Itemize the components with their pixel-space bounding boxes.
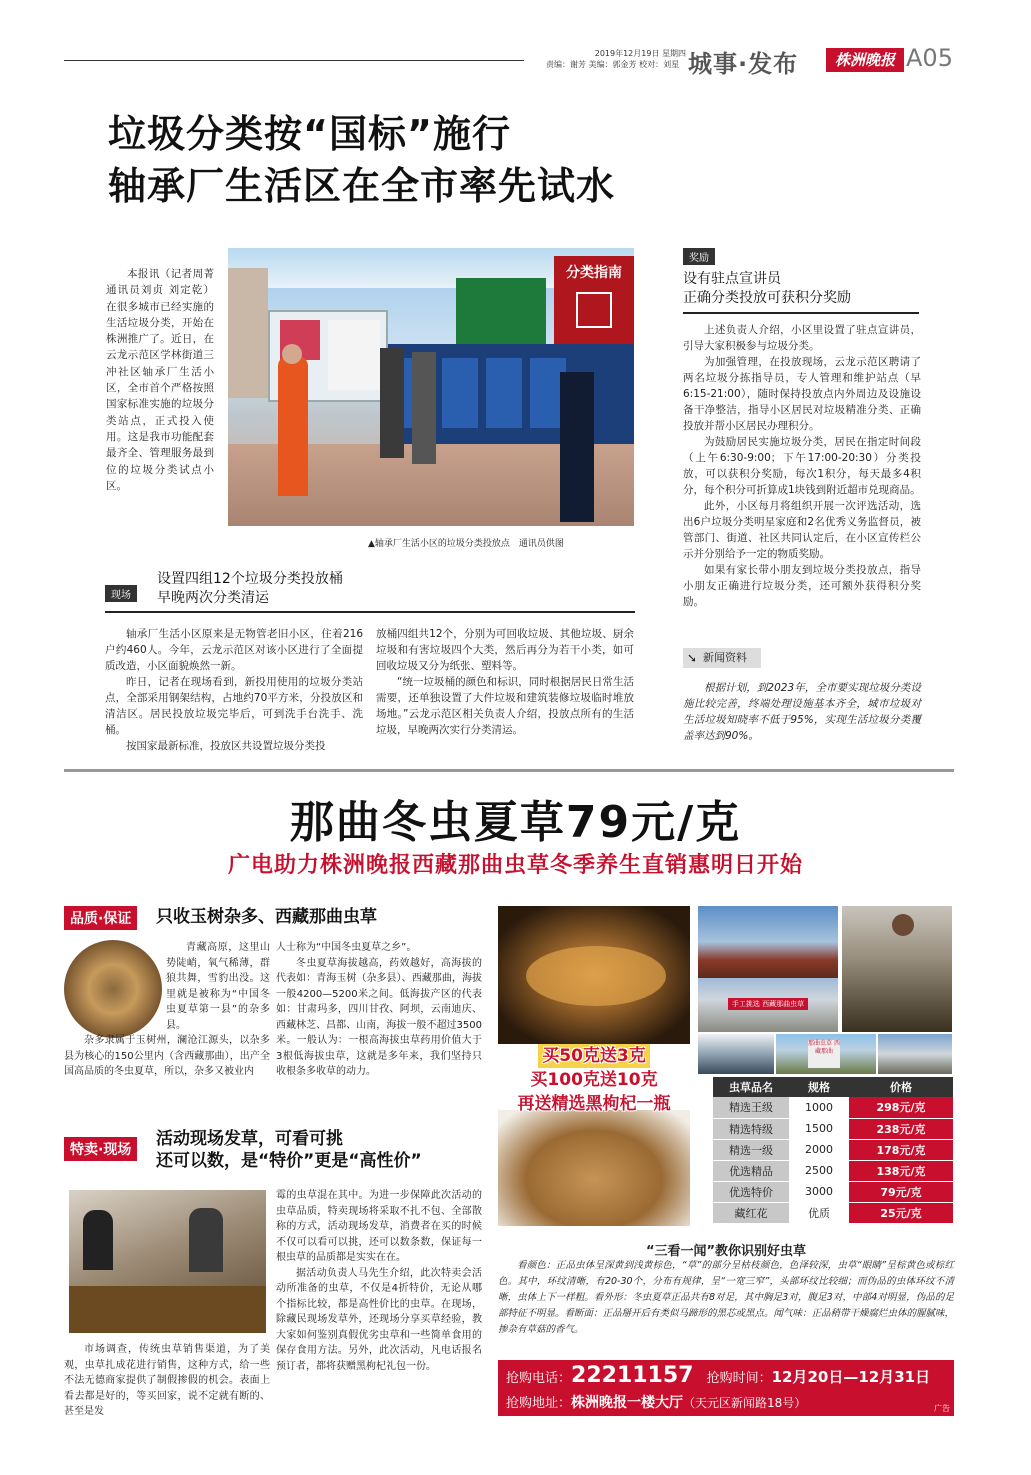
photo-snow-valley bbox=[698, 1034, 774, 1074]
photo-stone-monument bbox=[878, 1034, 952, 1074]
headline-line-1: 垃圾分类按“国标”施行 bbox=[108, 112, 511, 156]
price-value: 298元/克 bbox=[849, 1097, 953, 1118]
section1-subhead-2: 早晚两次分类清运 bbox=[157, 590, 269, 606]
addr-label: 抢购地址： bbox=[506, 1396, 572, 1411]
promo-line-3: 再送精选黑枸杞一瓶 bbox=[517, 1094, 671, 1114]
block2-p3: 据活动负责人马先生介绍，此次特卖会活动所准备的虫草，不仅是4折特价，无论从哪个指标比较，都是高性价比的虫草。在现场，除藏民现场发草外，还现场分享买草经验，教大家如何鉴别真假优劣虫草和一些简单食用的保存食用方法。另外，此次活动，凡电话报名预订者，都将获赠黑枸杞礼包一份。 bbox=[276, 1267, 482, 1372]
price-spec: 2500 bbox=[789, 1160, 849, 1181]
price-name: 精选特级 bbox=[713, 1118, 789, 1139]
price-value: 25元/克 bbox=[849, 1202, 953, 1223]
block2-p1: 市场调查，传统虫草销售渠道，为了美观，虫草扎成花进行销售，这种方式，给一些不法无德商家提供了制假掺假的机会。表面上看去都是好的，等买回家，说不定就有断的、甚至是发 bbox=[64, 1344, 270, 1417]
price-name: 精选王级 bbox=[713, 1097, 789, 1118]
section2-p1: 上述负责人介绍，小区里设置了驻点宣讲员，引导大家积极参与垃圾分类。 bbox=[683, 324, 921, 352]
tag-quality: 品质·保证 bbox=[64, 906, 137, 930]
price-table bbox=[713, 1077, 953, 1224]
ad-mark: 广告 bbox=[934, 1404, 950, 1413]
block1-col2 bbox=[276, 940, 482, 1080]
article-lead: 本报讯（记者周菁 通讯员刘贞 刘定乾）在很多城市已经实施的生活垃圾分类，开始在株洲推广了。近日，在云龙示范区学林街道三冲社区轴承厂生活小区，全市首个严格按照国家标准实施的垃圾分类站点，正式投入使用。这是我市功能配套最齐全、管理服务最到位的垃圾分类试点小区。 bbox=[106, 268, 214, 492]
section1-subhead bbox=[157, 570, 343, 608]
section1-col1 bbox=[105, 626, 363, 754]
price-spec: 优质 bbox=[789, 1202, 849, 1223]
section2-subhead-2: 正确分类投放可获积分奖励 bbox=[683, 290, 851, 306]
block2-col2 bbox=[276, 1188, 482, 1374]
block2-heading bbox=[156, 1128, 422, 1172]
price-value: 138元/克 bbox=[849, 1160, 953, 1181]
section2-subhead bbox=[683, 270, 851, 308]
news-info-label bbox=[683, 648, 761, 668]
block1-p1: 青藏高原，这里山势陡峭，氧气稀薄，群狼共舞，雪豹出没。这里就是被称为“中国冬虫夏草第一县”的杂多县。 bbox=[166, 942, 270, 1031]
photo-grassland bbox=[776, 1034, 876, 1074]
headline-line-2: 轴承厂生活区在全市率先试水 bbox=[108, 164, 616, 208]
market-photo bbox=[69, 1190, 266, 1333]
table-row bbox=[713, 1202, 953, 1223]
arrow-icon: ➘ bbox=[687, 651, 698, 665]
price-spec: 1500 bbox=[789, 1118, 849, 1139]
price-value: 79元/克 bbox=[849, 1181, 953, 1202]
address-note: （天元区新闻路18号） bbox=[683, 1396, 807, 1410]
section1-col2-p1: 放桶四组共12个，分别为可回收垃圾、其他垃圾、厨余垃圾和有害垃圾四个大类，然后再分为若干小类，如可回收垃圾又分为纸张、塑料等。 bbox=[376, 628, 634, 672]
newspaper-logo: 株洲晚报 bbox=[826, 48, 904, 72]
section1-col2 bbox=[376, 626, 634, 738]
article-headline bbox=[108, 108, 615, 212]
tag-special-sale: 特卖·现场 bbox=[64, 1137, 137, 1161]
phone-row bbox=[506, 1363, 946, 1391]
price-spec: 2000 bbox=[789, 1139, 849, 1160]
block2-heading-2: 还可以数，是“特价”更是“高性价” bbox=[156, 1151, 422, 1171]
block1-p4: 冬虫夏草海拔越高，药效越好，高海拔的代表如：青海玉树（杂多县）、西藏那曲，海拔一般4200—5200米之间。低海拔产区的代表如：甘肃玛多，四川甘孜、阿坝，云南迪庆、西藏林芝、昌都、山南，海拔一般不超过3500米。一般认为：一根高海拔虫草药用价值大于3根低海拔虫草，这就是多年来，我们坚持只收根条多收草的动力。 bbox=[276, 957, 482, 1077]
time-label: 抢购时间： bbox=[706, 1371, 772, 1386]
photo-herder bbox=[842, 906, 952, 1032]
section1-subhead-1: 设置四组12个垃圾分类投放桶 bbox=[157, 571, 343, 587]
price-spec: 1000 bbox=[789, 1097, 849, 1118]
block1-p2: 杂多隶属于玉树州，澜沧江源头，以杂多县为核心的150公里内（含西藏那曲），出产全国高品质的冬虫夏草，所以，杂多又被业内 bbox=[64, 1035, 270, 1077]
section1-col1-p2: 昨日，记者在现场看到，新投用使用的垃圾分类站点，全部采用钢架结构，占地约70平方米，分投放区和清洁区。居民投放垃圾完毕后，可到洗手台洗手、洗桶。 bbox=[105, 676, 363, 736]
tag-reward: 奖励 bbox=[683, 248, 715, 265]
price-col-spec: 规格 bbox=[789, 1077, 849, 1097]
photo-banner: 手工挑选 西藏那曲虫草 bbox=[728, 998, 808, 1010]
promo-text bbox=[488, 1044, 700, 1116]
price-table-header bbox=[713, 1077, 953, 1097]
price-name: 优选精品 bbox=[713, 1160, 789, 1181]
tips-text: 看颜色：正品虫体呈深黄到浅黄棕色，“草”的部分呈枯枝颜色，色泽较深，虫草“眼睛”呈棕黄色或棕红色。其中，环纹清晰，有20-30个，分布有规律，呈“一宽三窄”，头部环纹比较细；而伪品的虫体环纹不清晰，虫体上下一样粗。看外形：冬虫夏草正品共有8对足，其中胸足3对，腹足3对，中部4对明显，伪品的足部特征不明显。看断面：正品掰开后有类似马蹄形的黑芯或黑点。闻气味：正品稍带干燥腐烂虫体的腥腻味，掺杂有草菇的香气。 bbox=[498, 1260, 955, 1335]
section2-p4: 此外，小区每月将组织开展一次评选活动，选出6户垃圾分类明星家庭和2名优秀义务监督员，被管部门、街道、社区共同认定后，在小区宣传栏公示并分别给予一定的物质奖励。 bbox=[683, 500, 921, 560]
block1-col1 bbox=[64, 940, 270, 1080]
header-rule bbox=[64, 60, 524, 61]
editors-line: 责编：谢芳 美编：郭金芳 校对：刘星 bbox=[546, 60, 680, 69]
table-row bbox=[713, 1181, 953, 1202]
section2-subhead-1: 设有驻点宣讲员 bbox=[683, 271, 781, 287]
photo-sign-text: 分类指南 bbox=[566, 265, 622, 281]
section1-rule bbox=[105, 611, 635, 613]
photo-caption: ▲轴承厂生活小区的垃圾分类投放点 通讯员供图 bbox=[368, 539, 564, 549]
price-name: 精选一级 bbox=[713, 1139, 789, 1160]
price-spec: 3000 bbox=[789, 1181, 849, 1202]
section2-rule bbox=[683, 312, 919, 314]
tag-scene: 现场 bbox=[105, 585, 137, 602]
price-name: 优选特价 bbox=[713, 1181, 789, 1202]
ad-title: 那曲冬虫夏草79元/克 bbox=[289, 797, 742, 848]
table-row bbox=[713, 1160, 953, 1181]
section2-p5: 如果有家长带小朋友到垃圾分类投放点，指导小朋友正确进行垃圾分类，还可额外获得积分奖励。 bbox=[683, 564, 921, 608]
cordyceps-mound-photo bbox=[498, 1110, 690, 1226]
page-number: A05 bbox=[906, 44, 953, 72]
address-row bbox=[506, 1392, 946, 1412]
recycling-station-photo bbox=[228, 248, 634, 526]
promo-line-2: 买100克送10克 bbox=[530, 1070, 658, 1090]
address: 株洲晚报一楼大厅 bbox=[571, 1395, 684, 1411]
price-col-name: 虫草品名 bbox=[713, 1077, 789, 1097]
promo-line-1: 买50克送3克 bbox=[538, 1044, 650, 1068]
section2-p2: 为加强管理，在投放现场，云龙示范区聘请了两名垃圾分拣指导员，专人管理和维护站点（早6:15-21:00），随时保持投放点内外周边及设施设备干净整洁，指导小区居民对垃圾精准分类、正确投放并帮小区居民办理积分。 bbox=[683, 356, 921, 432]
contact-banner bbox=[498, 1360, 954, 1416]
section2-body bbox=[683, 322, 921, 610]
price-col-price: 价格 bbox=[849, 1077, 953, 1097]
sale-time: 12月20日—12月31日 bbox=[771, 1368, 931, 1386]
table-row bbox=[713, 1139, 953, 1160]
table-row bbox=[713, 1118, 953, 1139]
price-value: 178元/克 bbox=[849, 1139, 953, 1160]
phone-label: 抢购电话： bbox=[506, 1371, 572, 1386]
page-separator bbox=[64, 769, 954, 772]
phone-number[interactable]: 22211157 bbox=[571, 1363, 694, 1388]
section-title: 城事·发布 bbox=[688, 50, 799, 78]
block2-p2: 霉的虫草混在其中。为进一步保障此次活动的虫草品质，特卖现场将采取不扎不包、全部散称的方式，活动现场发草，消费者在买的时候不仅可以看可以挑，还可以数条数，保证每一根虫草的品质都是实实在在。 bbox=[276, 1190, 482, 1263]
section2-p3: 为鼓励居民实施垃圾分类，居民在指定时间段（上午6:30-9:00；下午17:00-20:30）分类投放，可以获积分奖励，每次1积分，每天最多4积分，每个积分可折算成1块钱到附近超市兑现商品。 bbox=[683, 436, 921, 496]
section1-col1-p1: 轴承厂生活小区原来是无物管老旧小区，住着216户约460人。今年，云龙示范区对该小区进行了全面提质改造，小区面貌焕然一新。 bbox=[105, 628, 363, 672]
price-name: 藏红花 bbox=[713, 1202, 789, 1223]
section1-col1-p3: 按国家最新标准，投放区共设置垃圾分类投 bbox=[126, 740, 326, 752]
tips-title: “三看一闻”教你识别好虫草 bbox=[645, 1244, 807, 1259]
ad-subtitle: 广电助力株洲晚报西藏那曲虫草冬季养生直销惠明日开始 bbox=[227, 853, 803, 878]
price-value: 238元/克 bbox=[849, 1118, 953, 1139]
photo-mountains bbox=[698, 978, 838, 1032]
photo-tibet-temple bbox=[698, 906, 838, 978]
stone-marker: 那曲虫草 西藏那曲 bbox=[808, 1040, 840, 1068]
section1-col2-p2: “统一垃圾桶的颜色和标识，同时根据居民日常生活需要，还单独设置了大件垃圾和建筑装修垃圾临时堆放场地。”云龙示范区相关负责人介绍，投放点所有的生活垃圾，早晚两次实行分类清运。 bbox=[376, 676, 634, 736]
news-info-label-text: 新闻资料 bbox=[703, 651, 747, 664]
block1-heading: 只收玉树杂多、西藏那曲虫草 bbox=[156, 907, 377, 927]
table-row bbox=[713, 1097, 953, 1118]
cordyceps-product-photo bbox=[498, 906, 690, 1044]
block2-heading-1: 活动现场发草，可看可挑 bbox=[156, 1129, 343, 1149]
date-line: 2019年12月19日 星期四 bbox=[594, 49, 686, 58]
header-meta bbox=[546, 48, 686, 70]
news-info-text: 根据计划，到2023年，全市要实现垃圾分类设施比较完善，终端处理设施基本齐全，城市垃圾对生活垃圾知晓率不低于95%，实现生活垃圾分类覆盖率达到90%。 bbox=[683, 682, 921, 742]
block1-p3: 人士称为“中国冬虫夏草之乡”。 bbox=[276, 942, 417, 953]
